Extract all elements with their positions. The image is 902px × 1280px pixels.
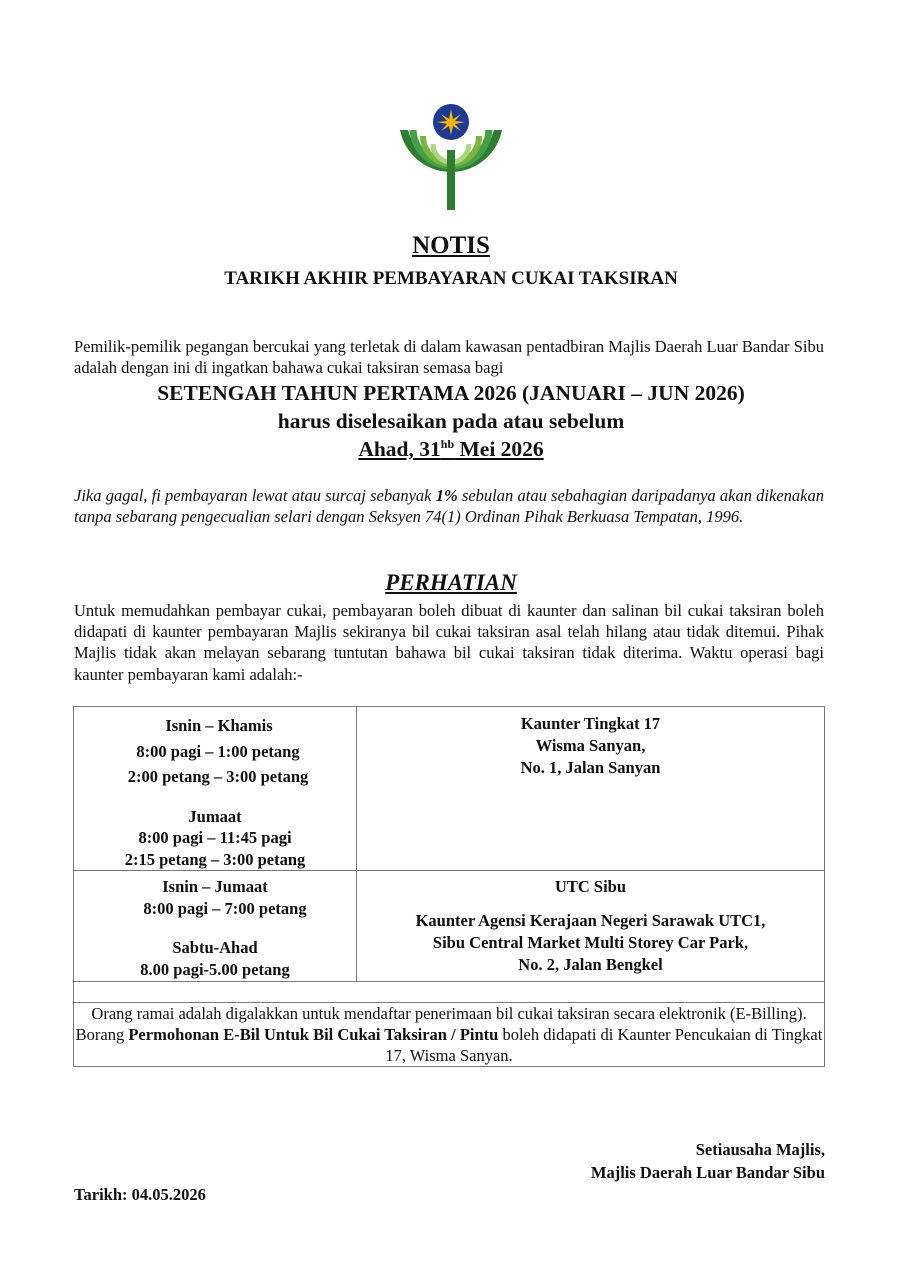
deadline-date-month: Mei 2026 (454, 437, 544, 462)
deadline-date (0, 437, 902, 462)
ebill-cell (74, 1003, 825, 1067)
council-emblem-icon (395, 100, 507, 212)
location-line: Sibu Central Market Multi Storey Car Park, (432, 933, 749, 952)
deadline-date-day: Ahad, 31 (358, 437, 441, 462)
hours-cell (74, 707, 357, 871)
hours-cell (74, 871, 357, 982)
days-label: Isnin – Khamis (165, 716, 273, 735)
table-row (74, 982, 825, 1003)
table-row (74, 707, 825, 871)
time-range: 8:00 pagi – 7:00 petang (143, 899, 307, 918)
attention-paragraph: Untuk memudahkan pembayar cukai, pembayaran boleh dibuat di kaunter dan salinan bil cukai taksiran boleh didapati di kaunter pembayaran Majlis sekiranya bil cukai taksiran asal telah hilang atau tidak ditemui. Pihak Majlis tidak akan melayan sebarang tuntutan bahawa bil cukai taksiran tidak diterima. Waktu operasi bagi kaunter pembayaran kami adalah:- (74, 601, 824, 684)
ebill-text-end: boleh didapati di Kaunter Pencukaian di Tingkat 17, Wisma Sanyan. (385, 1025, 823, 1065)
days-label: Sabtu-Ahad (172, 938, 258, 957)
location-cell (357, 707, 825, 871)
time-range: 2:00 petang – 3:00 petang (127, 767, 309, 786)
ebill-form-name: Permohonan E-Bil Untuk Bil Cukai Taksiran / Pintu (128, 1025, 499, 1044)
surcharge-rate: 1% (435, 486, 458, 505)
warning-text-start: Jika gagal, fi pembayaran lewat atau surcaj sebanyak (74, 486, 436, 505)
time-range: 8:00 pagi – 11:45 pagi (138, 828, 292, 847)
late-fee-warning (74, 486, 824, 527)
signature-block (591, 1138, 825, 1184)
ebill-text-start: Orang ramai adalah digalakkan untuk mendaftar penerimaan bil cukai taksiran secara elektronik (E-Billing). Borang (75, 1004, 807, 1044)
days-label: Jumaat (188, 806, 242, 826)
location-line: No. 2, Jalan Bengkel (518, 955, 663, 974)
notice-title: NOTIS (412, 232, 490, 259)
time-range: 2:15 petang – 3:00 petang (124, 849, 306, 869)
attention-heading: PERHATIAN (385, 570, 517, 595)
notice-date: Tarikh: 04.05.2026 (74, 1185, 206, 1204)
deadline-text: harus diselesaikan pada atau sebelum (277, 409, 625, 433)
signature-org: Majlis Daerah Luar Bandar Sibu (590, 1163, 825, 1182)
intro-paragraph: Pemilik-pemilik pegangan bercukai yang terletak di dalam kawasan pentadbiran Majlis Daerah Luar Bandar Sibu adalah dengan ini di ingatkan bahawa cukai taksiran semasa bagi (74, 337, 824, 377)
time-range: 8.00 pagi-5.00 petang (140, 959, 290, 979)
deadline-date-suffix: hb (440, 437, 455, 451)
table-row (74, 871, 825, 982)
notice-subtitle: TARIKH AKHIR PEMBAYARAN CUKAI TAKSIRAN (224, 268, 678, 289)
time-range: 8:00 pagi – 1:00 petang (136, 741, 300, 761)
location-line: Kaunter Agensi Kerajaan Negeri Sarawak UTC1, (415, 911, 766, 930)
location-line: Kaunter Tingkat 17 (520, 714, 661, 733)
location-line: Wisma Sanyan, (535, 736, 646, 755)
days-label: Isnin – Jumaat (162, 877, 268, 896)
signature-title: Setiausaha Majlis, (695, 1140, 825, 1159)
period-heading: SETENGAH TAHUN PERTAMA 2026 (JANUARI – JUN 2026) (157, 381, 745, 405)
counter-schedule-table (73, 706, 825, 1067)
warning-text-end: sebulan atau sebahagian daripadanya akan dikenakan tanpa sebarang pengecualian selari dengan Seksyen 74(1) Ordinan Pihak Berkuasa Tempatan, 1996. (74, 486, 824, 526)
location-title: UTC Sibu (554, 877, 627, 896)
location-line: No. 1, Jalan Sanyan (520, 758, 661, 777)
spacer-cell (74, 982, 825, 1003)
table-row (74, 1003, 825, 1067)
location-cell (357, 871, 825, 982)
